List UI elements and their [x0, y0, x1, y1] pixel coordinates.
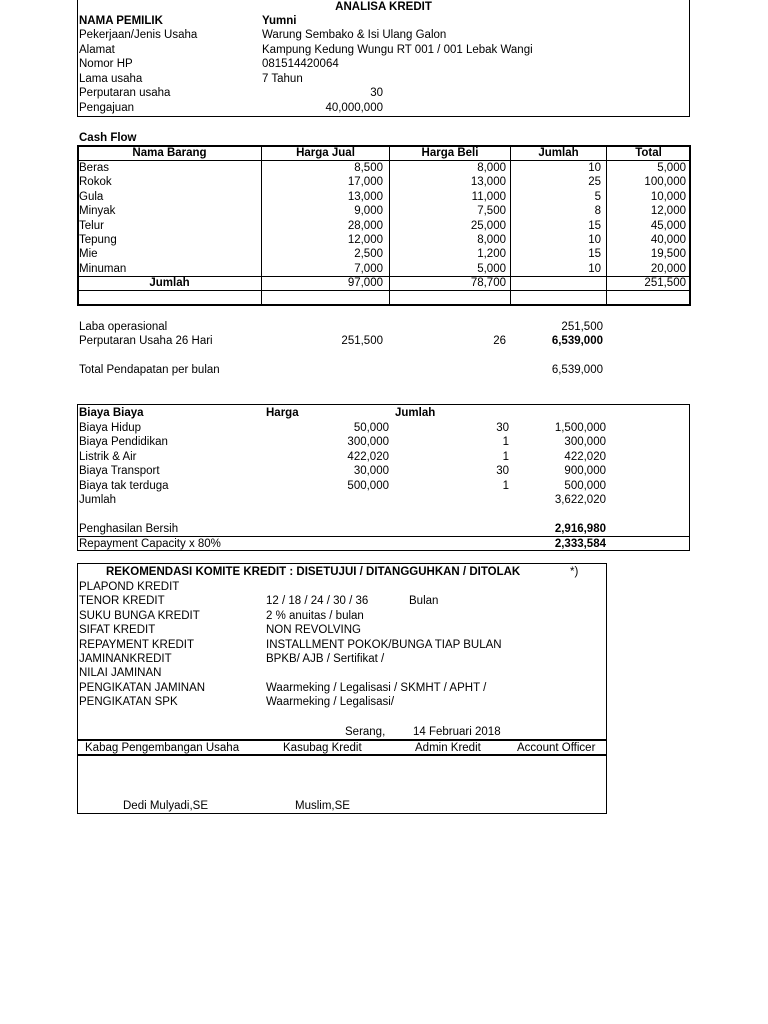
rekomendasi-label: REPAYMENT KREDIT	[79, 638, 195, 651]
rekomendasi-value: Waarmeking / Legalisasi/	[266, 696, 395, 709]
pendapatan-value: 6,539,000	[551, 364, 603, 376]
signer-title: Kasubag Kredit	[283, 742, 362, 754]
rekomendasi-label: PENGIKATAN SPK	[79, 696, 178, 709]
header-value: Warung Sembako & Isi Ulang Galon	[262, 29, 447, 41]
rekomendasi-title: REKOMENDASI KOMITE KREDIT : DISETUJUI / DITANGGUHKAN / DITOLAK	[106, 566, 521, 578]
cashflow-column-header: Total	[635, 147, 662, 159]
biaya-header-name: Biaya Biaya	[79, 407, 144, 419]
cashflow-cell-beli: 7,500	[477, 205, 506, 218]
cashflow-cell-jumlah: 15	[588, 248, 601, 261]
cashflow-total-total: 251,500	[644, 277, 686, 289]
header-value: 7 Tahun	[262, 73, 303, 85]
signer-title: Account Officer	[517, 742, 596, 754]
rekomendasi-extra: Bulan	[409, 595, 439, 608]
biaya-jumlah-label: Jumlah	[79, 494, 117, 506]
signer-name: Muslim,SE	[295, 800, 350, 812]
biaya-cell-jumlah: 1	[502, 450, 509, 463]
cashflow-cell-jumlah: 10	[588, 162, 601, 174]
header-label: NAMA PEMILIK	[79, 15, 163, 27]
header-label: Pengajuan	[79, 102, 134, 114]
cashflow-cell-jual: 28,000	[347, 219, 383, 232]
header-label: Pekerjaan/Jenis Usaha	[79, 29, 198, 41]
biaya-jumlah-value: 3,622,020	[554, 494, 606, 506]
biaya-cell-harga: 300,000	[347, 436, 389, 449]
cashflow-cell-beli: 5,000	[477, 262, 506, 275]
cashflow-cell-total: 100,000	[644, 176, 686, 189]
cashflow-cell-total: 45,000	[650, 219, 686, 232]
biaya-cell-total: 500,000	[564, 479, 606, 492]
cashflow-cell-beli: 25,000	[470, 219, 506, 232]
biaya-cell-harga: 500,000	[347, 479, 389, 492]
header-value: Kampung Kedung Wungu RT 001 / 001 Lebak Wangi	[262, 44, 533, 56]
cashflow-cell-name: Telur	[79, 219, 104, 232]
rekomendasi-label: JAMINANKREDIT	[79, 653, 172, 665]
biaya-cell-harga: 50,000	[353, 422, 389, 434]
header-value: 30	[370, 87, 383, 99]
repay-value: 2,333,584	[554, 538, 606, 550]
biaya-cell-total: 422,020	[564, 450, 606, 463]
rekomendasi-label: SIFAT KREDIT	[79, 624, 156, 637]
cashflow-cell-name: Mie	[79, 248, 98, 261]
cashflow-cell-total: 10,000	[650, 190, 686, 203]
cashflow-cell-name: Minyak	[79, 205, 116, 218]
rekomendasi-value: 12 / 18 / 24 / 30 / 36	[266, 595, 369, 608]
rekomendasi-value: Waarmeking / Legalisasi / SKMHT / APHT /	[266, 681, 487, 694]
cashflow-cell-jumlah: 10	[588, 234, 601, 246]
perputaran-label: Perputaran Usaha 26 Hari	[79, 335, 213, 347]
cashflow-cell-jual: 9,000	[354, 205, 383, 218]
cashflow-cell-total: 19,500	[650, 248, 686, 261]
cashflow-cell-jumlah: 25	[588, 176, 601, 189]
biaya-cell-jumlah: 1	[502, 479, 509, 492]
cashflow-cell-jumlah: 15	[588, 219, 601, 232]
cashflow-total-label: Jumlah	[149, 277, 190, 289]
biaya-cell-total: 900,000	[564, 465, 606, 478]
cashflow-total-line-bottom	[78, 290, 690, 291]
laba-value: 251,500	[561, 321, 603, 333]
biaya-cell-total: 1,500,000	[554, 422, 606, 434]
biaya-cell-name: Biaya Pendidikan	[79, 436, 168, 449]
signer-title: Kabag Pengembangan Usaha	[85, 742, 240, 754]
sign-date: 14 Februari 2018	[413, 726, 501, 738]
cashflow-cell-jumlah: 10	[588, 262, 601, 275]
biaya-cell-jumlah: 30	[496, 422, 509, 434]
header-value: Yumni	[262, 15, 297, 27]
cashflow-cell-jual: 7,000	[354, 262, 383, 275]
cashflow-cell-total: 12,000	[650, 205, 686, 218]
rekomendasi-label: PENGIKATAN JAMINAN	[79, 681, 206, 694]
rekomendasi-value: 2 % anuitas / bulan	[266, 609, 364, 622]
cashflow-cell-jual: 8,500	[354, 162, 383, 174]
rekomendasi-label: NILAI JAMINAN	[79, 667, 162, 680]
biaya-cell-harga: 422,020	[347, 450, 389, 463]
repay-label: Repayment Capacity x 80%	[79, 538, 221, 550]
cashflow-cell-jual: 13,000	[347, 190, 383, 203]
cashflow-cell-jumlah: 5	[594, 190, 601, 203]
cashflow-cell-jual: 17,000	[347, 176, 383, 189]
rekomendasi-note: *)	[570, 566, 579, 578]
biaya-cell-jumlah: 1	[502, 436, 509, 449]
biaya-cell-name: Biaya tak terduga	[79, 479, 169, 492]
header-label: Perputaran usaha	[79, 87, 171, 99]
cashflow-column-header: Harga Jual	[296, 147, 355, 159]
rekomendasi-label: PLAPOND KREDIT	[79, 581, 180, 593]
cashflow-cell-name: Tepung	[79, 234, 117, 246]
cashflow-cell-total: 5,000	[657, 162, 686, 174]
cashflow-column-header: Harga Beli	[421, 147, 479, 159]
biaya-cell-total: 300,000	[564, 436, 606, 449]
cashflow-cell-beli: 8,000	[477, 234, 506, 246]
header-label: Nomor HP	[79, 58, 133, 70]
biaya-header-jumlah: Jumlah	[395, 407, 436, 419]
cashflow-cell-beli: 13,000	[470, 176, 506, 189]
cashflow-cell-name: Gula	[79, 190, 104, 203]
cashflow-total-jual: 97,000	[347, 277, 383, 289]
cashflow-cell-total: 20,000	[650, 262, 686, 275]
header-label: Alamat	[79, 44, 115, 56]
biaya-cell-name: Listrik & Air	[79, 450, 137, 463]
laba-label: Laba operasional	[79, 321, 168, 333]
rekomendasi-value: INSTALLMENT POKOK/BUNGA TIAP BULAN	[266, 638, 502, 651]
biaya-cell-name: Biaya Hidup	[79, 422, 142, 434]
rekomendasi-value: BPKB/ AJB / Sertifikat /	[266, 653, 385, 665]
rekomendasi-label: TENOR KREDIT	[79, 595, 165, 608]
cashflow-cell-jual: 2,500	[354, 248, 383, 261]
cashflow-cell-name: Beras	[79, 162, 110, 174]
cashflow-cell-total: 40,000	[650, 234, 686, 246]
header-value: 081514420064	[262, 58, 339, 70]
cashflow-cell-beli: 1,200	[477, 248, 506, 261]
pendapatan-label: Total Pendapatan per bulan	[79, 364, 220, 376]
biaya-cell-harga: 30,000	[353, 465, 389, 478]
rekomendasi-label: SUKU BUNGA KREDIT	[79, 609, 200, 622]
biaya-cell-name: Biaya Transport	[79, 465, 160, 478]
cashflow-cell-name: Minuman	[79, 262, 127, 275]
cashflow-total-beli: 78,700	[470, 277, 506, 289]
perputaran-base: 251,500	[341, 335, 383, 347]
cashflow-title: Cash Flow	[79, 132, 137, 144]
biaya-header-harga: Harga	[266, 407, 299, 419]
cashflow-cell-beli: 11,000	[471, 190, 506, 203]
biaya-cell-jumlah: 30	[496, 465, 509, 478]
cashflow-column-header: Nama Barang	[132, 147, 207, 159]
header-label: Lama usaha	[79, 73, 143, 85]
perputaran-total: 6,539,000	[551, 335, 603, 347]
header-value: 40,000,000	[325, 102, 383, 114]
signer-title: Admin Kredit	[415, 742, 481, 754]
cashflow-cell-jumlah: 8	[594, 205, 601, 218]
signer-name: Dedi Mulyadi,SE	[123, 800, 209, 812]
cashflow-cell-jual: 12,000	[347, 234, 383, 246]
perputaran-days: 26	[493, 335, 506, 347]
cashflow-cell-beli: 8,000	[477, 162, 506, 174]
document-title: ANALISA KREDIT	[335, 1, 432, 13]
rekomendasi-value: NON REVOLVING	[266, 624, 361, 637]
sign-place: Serang,	[345, 726, 386, 738]
cashflow-cell-name: Rokok	[79, 176, 112, 189]
cashflow-column-header: Jumlah	[538, 147, 579, 159]
bersih-label: Penghasilan Bersih	[79, 523, 179, 535]
bersih-value: 2,916,980	[554, 523, 606, 535]
